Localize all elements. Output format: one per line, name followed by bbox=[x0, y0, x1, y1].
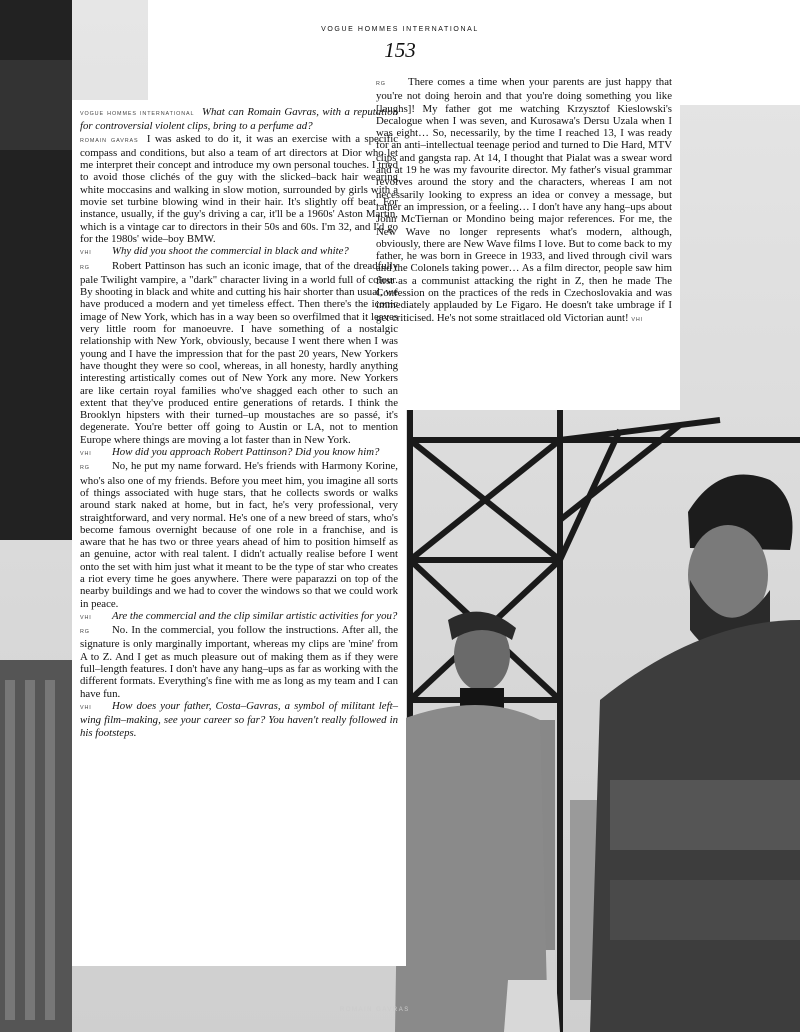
question-4: Are the commercial and the clip similar artistic activities for you? bbox=[112, 609, 398, 622]
rg-label-full: ROMAIN GAVRAS bbox=[80, 137, 139, 144]
answer-5: There comes a time when your parents are just happy that you're not doing heroin and that you're doing something you like [laughs]! My father got me watching Krzysztof Kieslowski's Decalogue when I was seven, and Kurosawa's Dersu Uzala when I was eight… So, necessarily, by the time I reached 13, I was ready for an anti–intellectual teenage period and turned to Die Hard, MTV clips and gangsta rap. At 14, I thought that Pialat was a swear word and at 19 he was my favourite director. My father's visual grammar revolves around the story and the characters, whereas I am not necessarily looking to express an idea or convey a message, but rather an impression, or a feeling… I don't have any hang–ups about John McTiernan or Mondino being major references. For me, the New Wave no longer represents what's modern, although, obviously, there are New Wave films I love. But to come back to my father, he was born in Greece in 1933, and lived through civil wars and the Colonels taking power… As a film director, people saw him first as a communist attacking the right in Z, then he made The Confession on the practices of the reds in Czechoslovakia and was immediately applauded by Le Figaro. He doesn't take umbrage if I get criticised. He's not some straitlaced old Victorian aunt! bbox=[376, 76, 672, 324]
question-1: What can Romain Gavras, with a reputation for controversial violent clips, bring to a perfume ad? bbox=[80, 106, 399, 133]
rg-label: RG bbox=[80, 629, 90, 636]
left-column bbox=[80, 106, 398, 739]
vhi-label: VHI bbox=[80, 250, 92, 257]
vhi-end-mark: VHI bbox=[631, 316, 644, 323]
vhi-label-full: VOGUE HOMMES INTERNATIONAL bbox=[80, 111, 195, 117]
magazine-masthead: VOGUE HOMMES INTERNATIONAL bbox=[321, 26, 479, 33]
answer-3: No, he put my name forward. He's friends with Harmony Korine, who's also one of my friends. Before you meet him, you imagine all sorts of things associated with huge stars, that he collects swords or walks around stark naked at home, but in fact, he's very professional, very straightforward, and very normal. He's one of a new breed of stars, who's become famous overnight because of one role in a franchise, and is aware that he has two or three years ahead of him to position himself as an genuine, actor with real talent. I didn't actually realise before I went onto the set with him just what it meant to be the type of star who creates a riot every time he goes anywhere. There were paparazzi on top of the nearby buildings and we had to cover the windows so that we could work in peace. bbox=[80, 460, 398, 610]
rg-label: RG bbox=[80, 264, 90, 271]
question-5: How does your father, Costa–Gavras, a symbol of militant left–wing film–making, see your career so far? You haven't really followed in his footsteps. bbox=[80, 699, 398, 739]
answer-2: Robert Pattinson has such an iconic image, that of the dreadfully pale Twilight vampire, a "dark" character living in a world full of colour. By shooting in black and white and cutting his hair shorter than usual, we have produced a modern and yet timeless effect. Then there's the iconic image of New York, which has in a way been so overfilmed that it leaves very little room for manoeuvre. I have something of a nostalgic relationship with New York, obviously, because I went there when I was young and I have the impression that for the past 20 years, New Yorkers have thought they were so cool, whereas, in all honesty, hardly anything interesting artistically comes out of New York any more. New Yorkers are like certain royal families who've shagged each other to such an extent that they've produced entire generations of retards. I think the Brooklyn hipsters with their turned–up moustaches are so passé, it's degenerate. You're better off going to Austin or LA, not to mention Europe where things are moving a lot faster than in New York. bbox=[80, 259, 398, 446]
right-column bbox=[376, 76, 672, 326]
rg-label: RG bbox=[80, 465, 90, 472]
rg-label: RG bbox=[376, 81, 386, 87]
question-3: How did you approach Robert Pattinson? Did you know him? bbox=[112, 446, 380, 459]
vhi-label: VHI bbox=[80, 614, 92, 621]
vhi-label: VHI bbox=[80, 451, 92, 458]
answer-4: No. In the commercial, you follow the instructions. After all, the signature is only marginally important, whereas my clips are 'mine' from A to Z. And I get as much pleasure out of making them as if they were full–length features. I don't have any hang–ups as far as working with the different formats. Everything's fine with me as long as my team and I can have fun. bbox=[80, 624, 398, 700]
question-2: Why did you shoot the commercial in black and white? bbox=[112, 245, 349, 258]
vhi-label: VHI bbox=[80, 704, 92, 711]
photo-caption: ROMAIN GAVRAS bbox=[340, 1007, 410, 1013]
page-number: 153 bbox=[384, 38, 416, 62]
building-left bbox=[0, 660, 72, 1032]
water-bottle bbox=[504, 980, 560, 1032]
answer-1: I was asked to do it, it was an exercise with a specific compass and conditions, but also a team of art directors at Dior who let me interpret their concept and introduce my own personal touches. I tried to avoid those clichés of the guy with the slicked–back hair wearing white moccasins and walking in slow motion, surrounded by girls with a movie set turbine blowing wind in their hair. It's slightly off beat. For instance, usually, if the guy's driving a car, it'll be a 1960s' Aston Martin, which is a vintage car to directors in their 50s and 60s. I'm 32, and I'd go for the 1980s' wide–boy BMW. bbox=[80, 132, 399, 245]
